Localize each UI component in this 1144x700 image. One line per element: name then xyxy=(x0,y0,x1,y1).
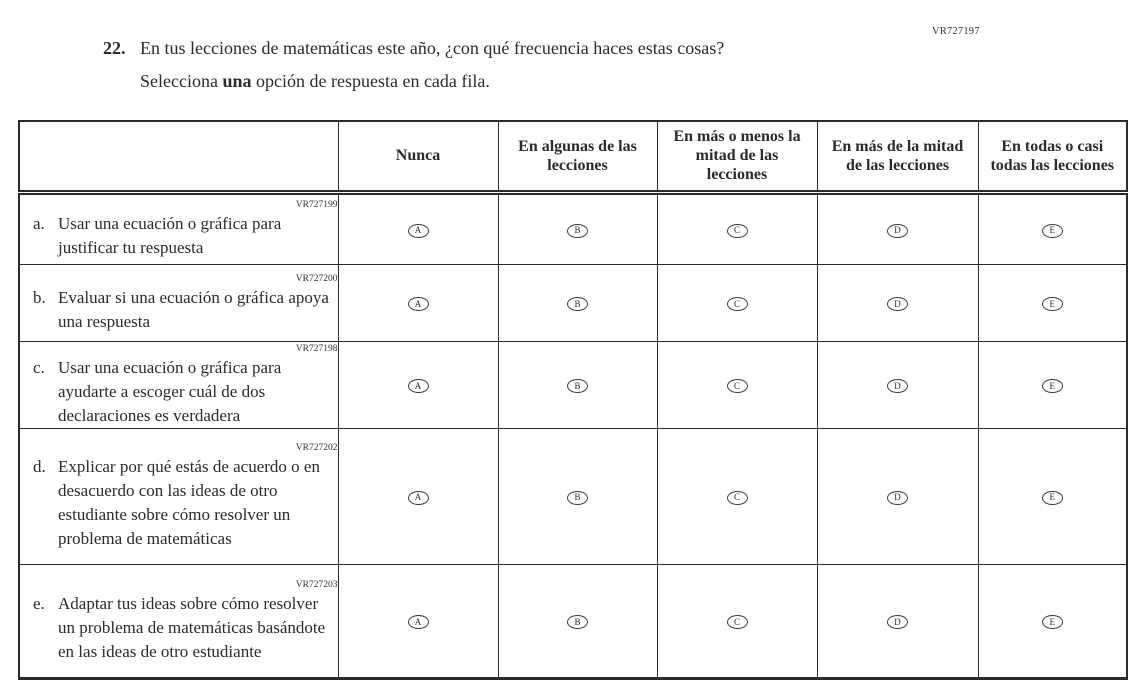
row-c-option-cell-e xyxy=(978,341,1127,428)
row-c-option-bubble-c[interactable]: C xyxy=(727,379,748,393)
row-c-text: Usar una ecuación o gráfica para ayudarte a escoger cuál de dos declaraciones es verdadera xyxy=(58,357,282,425)
instruction-bold-word: una xyxy=(222,71,252,91)
row-e-option-bubble-c[interactable]: C xyxy=(727,615,748,629)
row-d-option-cell-e xyxy=(978,428,1127,564)
row-d-option-bubble-c[interactable]: C xyxy=(727,491,748,505)
row-d-option-bubble-b[interactable]: B xyxy=(567,491,588,505)
column-header-mas-o-menos-mitad: En más o menos la mitad de las lecciones xyxy=(657,121,817,192)
row-d-stem xyxy=(19,428,338,564)
table-row-d xyxy=(19,428,1127,564)
question-text: En tus lecciones de matemáticas este año, ¿con qué frecuencia haces estas cosas? xyxy=(140,38,725,58)
column-header-algunas: En algunas de las lecciones xyxy=(498,121,657,192)
question-instruction xyxy=(140,69,1003,93)
table-row-b xyxy=(19,264,1127,341)
table-row-c xyxy=(19,341,1127,428)
row-d-option-bubble-d[interactable]: D xyxy=(887,491,908,505)
row-c-option-bubble-e[interactable]: E xyxy=(1042,379,1063,393)
row-d-vr-code: VR727202 xyxy=(295,443,338,453)
row-a-option-bubble-a[interactable]: A xyxy=(408,224,429,238)
row-c-option-cell-d xyxy=(817,341,978,428)
row-d-option-cell-b xyxy=(498,428,657,564)
row-b-option-cell-e xyxy=(978,264,1127,341)
row-d-option-bubble-e[interactable]: E xyxy=(1042,491,1063,505)
row-a-option-cell-c xyxy=(657,192,817,264)
column-header-mas-de-mitad: En más de la mitad de las lecciones xyxy=(817,121,978,192)
question-block xyxy=(103,36,1003,93)
row-e-option-cell-d xyxy=(817,564,978,678)
row-d-letter: d. xyxy=(33,457,46,476)
row-a-option-bubble-c[interactable]: C xyxy=(727,224,748,238)
instruction-prefix: Selecciona xyxy=(140,71,223,91)
row-b-option-cell-a xyxy=(338,264,498,341)
row-c-vr-code: VR727198 xyxy=(295,343,338,354)
row-b-option-bubble-b[interactable]: B xyxy=(567,297,588,311)
row-b-option-cell-d xyxy=(817,264,978,341)
row-d-option-cell-d xyxy=(817,428,978,564)
row-c-option-bubble-d[interactable]: D xyxy=(887,379,908,393)
row-a-option-cell-e xyxy=(978,192,1127,264)
instruction-suffix: opción de respuesta en cada fila. xyxy=(251,71,490,91)
page-vr-code: VR727197 xyxy=(932,26,980,37)
row-e-stem xyxy=(19,564,338,678)
header-empty-cell xyxy=(19,121,338,192)
row-b-option-cell-c xyxy=(657,264,817,341)
row-c-stem xyxy=(19,341,338,428)
column-header-nunca: Nunca xyxy=(338,121,498,192)
question-number: 22. xyxy=(103,38,126,58)
row-a-option-cell-d xyxy=(817,192,978,264)
row-c-option-cell-b xyxy=(498,341,657,428)
row-e-option-cell-c xyxy=(657,564,817,678)
row-e-option-cell-e xyxy=(978,564,1127,678)
row-c-option-cell-c xyxy=(657,341,817,428)
row-b-option-bubble-e[interactable]: E xyxy=(1042,297,1063,311)
row-d-option-cell-c xyxy=(657,428,817,564)
row-b-option-bubble-c[interactable]: C xyxy=(727,297,748,311)
row-b-stem xyxy=(19,264,338,341)
row-a-option-cell-a xyxy=(338,192,498,264)
row-a-vr-code: VR727199 xyxy=(295,200,338,210)
row-c-option-bubble-a[interactable]: A xyxy=(408,379,429,393)
row-e-vr-code: VR727203 xyxy=(295,579,338,590)
column-header-todas: En todas o casi todas las lecciones xyxy=(978,121,1127,192)
table-row-e xyxy=(19,564,1127,678)
row-d-option-cell-a xyxy=(338,428,498,564)
row-a-option-cell-b xyxy=(498,192,657,264)
row-e-letter: e. xyxy=(33,593,45,613)
row-b-vr-code: VR727200 xyxy=(295,273,338,284)
row-c-option-cell-a xyxy=(338,341,498,428)
row-a-letter: a. xyxy=(33,214,45,233)
row-a-option-bubble-e[interactable]: E xyxy=(1042,224,1063,238)
row-b-letter: b. xyxy=(33,287,46,307)
row-a-option-bubble-d[interactable]: D xyxy=(887,224,908,238)
row-e-option-bubble-a[interactable]: A xyxy=(408,615,429,629)
row-e-option-cell-a xyxy=(338,564,498,678)
row-a-text: Usar una ecuación o gráfica para justificar tu respuesta xyxy=(58,214,282,257)
row-e-option-bubble-e[interactable]: E xyxy=(1042,615,1063,629)
header-row xyxy=(19,121,1127,192)
row-b-option-bubble-a[interactable]: A xyxy=(408,297,429,311)
row-a-stem xyxy=(19,192,338,264)
row-e-option-bubble-d[interactable]: D xyxy=(887,615,908,629)
row-c-option-bubble-b[interactable]: B xyxy=(567,379,588,393)
row-e-option-cell-b xyxy=(498,564,657,678)
row-b-text: Evaluar si una ecuación o gráfica apoya una respuesta xyxy=(58,287,329,331)
table-row-a xyxy=(19,192,1127,264)
row-e-text: Adaptar tus ideas sobre cómo resolver un problema de matemáticas basándote en las ideas de otro estudiante xyxy=(58,593,326,661)
row-b-option-bubble-d[interactable]: D xyxy=(887,297,908,311)
row-e-option-bubble-b[interactable]: B xyxy=(567,615,588,629)
row-d-text: Explicar por qué estás de acuerdo o en desacuerdo con las ideas de otro estudiante sobre cómo resolver un problema de matemáticas xyxy=(58,457,320,548)
response-matrix-table xyxy=(18,120,1128,680)
row-a-option-bubble-b[interactable]: B xyxy=(567,224,588,238)
row-c-letter: c. xyxy=(33,357,45,377)
row-b-option-cell-b xyxy=(498,264,657,341)
row-d-option-bubble-a[interactable]: A xyxy=(408,491,429,505)
